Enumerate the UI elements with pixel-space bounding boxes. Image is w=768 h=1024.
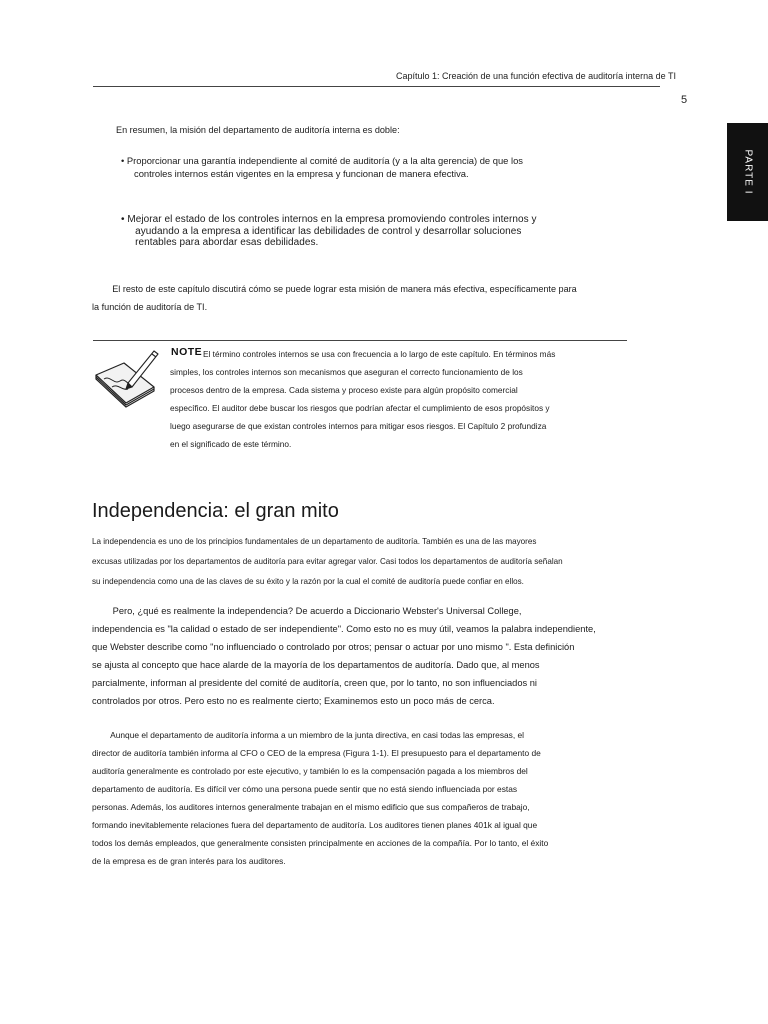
p3-line-2: director de auditoría también informa al CFO o CEO de la empresa (Figura 1-1). El presupuesto para el departamento de (92, 748, 541, 758)
note-line-3: procesos dentro de la empresa. Cada sistema y proceso existe para algún propósito comercial (170, 385, 518, 395)
transition-paragraph (92, 280, 577, 316)
p3-line-4: departamento de auditoría. Es difícil ver cómo una persona puede sentir que no está siendo influenciada por estas (92, 784, 518, 794)
transition-line-1: El resto de este capítulo discutirá cómo se puede lograr esta misión de manera más efectiva, específicamente para (92, 284, 577, 294)
p2-line-3: que Webster describe como "no influenciado o controlado por otros; pensar o actuar por uno mismo ". Esta definición (92, 642, 575, 652)
p1-line-1: La independencia es uno de los principios fundamentales de un departamento de auditoría. También es una de las mayores (92, 537, 537, 546)
note-label: NOTE (171, 346, 203, 358)
note-line-6: en el significado de este término. (170, 439, 292, 449)
note-divider (93, 340, 627, 341)
notepad-pencil-icon (92, 345, 162, 411)
section-paragraph-1 (92, 532, 563, 592)
section-title: Independencia: el gran mito (92, 500, 339, 522)
note-line-1 (203, 345, 555, 363)
note-line-4: específico. El auditor debe buscar los riesgos que podrían afectar el cumplimiento de esos propósitos y (170, 403, 550, 413)
p2-line-1: Pero, ¿qué es realmente la independencia? De acuerdo a Diccionario Webster's Universal College, (92, 606, 522, 616)
p1-line-3: su independencia como una de las claves de su éxito y la razón por la cual el comité de auditoría puede confiar en ellos. (92, 577, 524, 586)
p2-line-2: independencia es "la calidad o estado de ser independiente". Como esto no es muy útil, veamos la palabra independiente, (92, 624, 596, 634)
running-header: Capítulo 1: Creación de una función efectiva de auditoría interna de TI (396, 71, 677, 81)
p1-line-2: excusas utilizadas por los departamentos de auditoría para evitar agregar valor. Casi todos los departamentos de auditoría señalan (92, 557, 563, 566)
bullet-2-line-1: • Mejorar el estado de los controles internos en la empresa promoviendo controles internos y (121, 214, 537, 225)
bullet-1-line-1: • Proporcionar una garantía independiente al comité de auditoría (y a la alta gerencia) de que los (121, 155, 523, 166)
p2-line-6: controlados por otros. Pero esto no es realmente cierto; Examinemos esto un poco más de cerca. (92, 696, 495, 706)
p3-line-8: de la empresa es de gran interés para los auditores. (92, 856, 286, 866)
p3-line-6: formando inevitablemente relaciones fuera del departamento de auditoría. Los auditores tienen planes 401k al igual que (92, 820, 538, 830)
bullet-1 (121, 155, 523, 180)
transition-line-2: la función de auditoría de TI. (92, 302, 208, 312)
part-side-tab-label: PARTE I (742, 149, 753, 195)
p3-line-5: personas. Además, los auditores internos generalmente trabajan en el mismo edificio que sus compañeros de trabajo, (92, 802, 530, 812)
intro-summary: En resumen, la misión del departamento de auditoría interna es doble: (116, 125, 400, 135)
note-line-1-text: El término controles internos se usa con frecuencia a lo largo de este capítulo. En términos más (203, 349, 556, 359)
note-line-5: luego asegurarse de que existan controles internos para mitigar esos riesgos. El Capítulo 2 profundiza (170, 421, 547, 431)
bullet-1-line-2: controles internos están vigentes en la empresa y funcionan de manera efectiva. (121, 167, 469, 179)
section-paragraph-2 (92, 602, 596, 710)
bullet-2 (121, 214, 537, 249)
bullet-2-line-3: rentables para abordar esas debilidades. (121, 237, 319, 248)
p2-line-4: se ajusta al concepto que hace alarde de la mayoría de los departamentos de auditoría. Dado que, al menos (92, 660, 540, 670)
note-line-2: simples, los controles internos son mecanismos que aseguran el correcto funcionamiento de los (170, 367, 523, 377)
bullet-2-line-2: ayudando a la empresa a identificar las debilidades de control y desarrollar soluciones (121, 225, 522, 237)
p3-line-1: Aunque el departamento de auditoría informa a un miembro de la junta directiva, en casi todas las empresas, el (92, 730, 525, 740)
page-number: 5 (681, 94, 688, 106)
header-divider (93, 86, 660, 87)
p3-line-7: todos los demás empleados, que generalmente consisten principalmente en acciones de la compañía. Por lo tanto, el éxito (92, 838, 549, 848)
p2-line-5: parcialmente, informan al presidente del comité de auditoría, creen que, por lo tanto, no son influenciados ni (92, 678, 537, 688)
section-paragraph-3 (92, 726, 548, 870)
p3-line-3: auditoría generalmente es controlado por este ejecutivo, y también lo es la compensación pagada a los miembros del (92, 766, 528, 776)
note-body (170, 363, 550, 453)
part-side-tab (727, 123, 768, 221)
